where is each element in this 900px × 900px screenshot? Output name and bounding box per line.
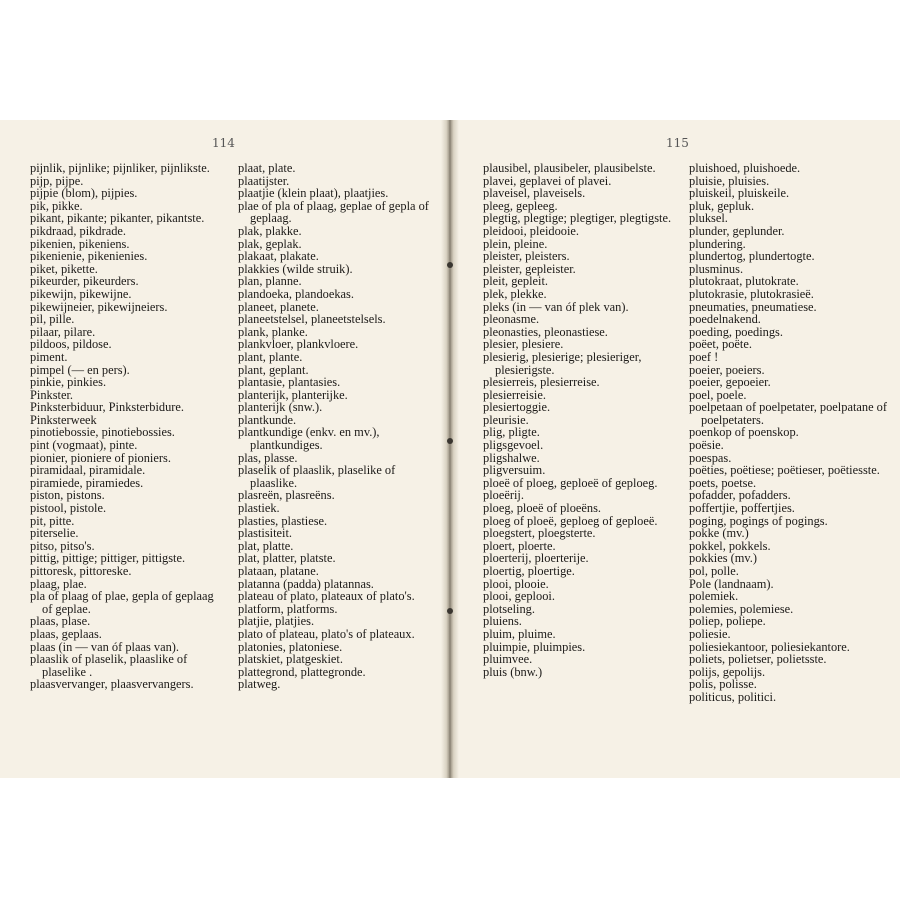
dictionary-entry: poets, poetse. <box>689 475 757 490</box>
dictionary-entry: pikewijn, pikewijne. <box>30 286 132 301</box>
dictionary-entry: poedelnakend. <box>689 312 761 327</box>
dictionary-entry: plaas, geplaas. <box>30 626 102 641</box>
dictionary-entry: poeier, gepoeier. <box>689 375 771 390</box>
dictionary-entry: politicus, politici. <box>689 689 777 704</box>
dictionary-entry: ploeërij. <box>483 488 524 503</box>
dictionary-entry: plat, platte. <box>238 538 294 553</box>
dictionary-entry: pistool, pistole. <box>30 501 107 516</box>
dictionary-entry: pleks (in — van óf plek van). <box>483 299 629 314</box>
dictionary-entry: pokkies (mv.) <box>689 551 758 566</box>
dictionary-entry: planterijk (snw.). <box>238 400 323 415</box>
dictionary-entry: pneumaties, pneumatiese. <box>689 299 817 314</box>
dictionary-entry: pitso, pitso's. <box>30 538 95 553</box>
dictionary-entry: plesier, plesiere. <box>483 337 564 352</box>
dictionary-entry: pint (vogmaat), pinte. <box>30 438 138 453</box>
dictionary-entry: plaas, plase. <box>30 614 91 629</box>
dictionary-entry: piket, pikette. <box>30 261 98 276</box>
dictionary-entry: pijp, pijpe. <box>30 173 84 188</box>
dictionary-entry: pikenienie, pikenienies. <box>30 249 148 264</box>
dictionary-entry: pil, pille. <box>30 312 75 327</box>
dictionary-entry: ploeg of ploeë, geploeg of geploeë. <box>483 513 658 528</box>
dictionary-entry: pijnlik, pijnlike; pijnliker, pijnlikste. <box>30 161 210 175</box>
dictionary-entry: plasties, plastiese. <box>238 513 328 528</box>
dictionary-entry: pinkie, pinkies. <box>30 375 107 390</box>
dictionary-entry: plein, pleine. <box>483 236 548 251</box>
dictionary-entry: plutokrasie, plutokrasieë. <box>689 286 814 301</box>
dictionary-entry: plank, planke. <box>238 324 308 339</box>
dictionary-entry: plutokraat, plutokrate. <box>689 274 799 289</box>
dictionary-entry: pimpel (— en pers). <box>30 362 130 377</box>
dictionary-entry: pleeg, gepleeg. <box>483 198 558 213</box>
dictionary-entry: pleister, pleisters. <box>483 249 570 264</box>
dictionary-entry: poelpetaan of poelpetater, poelpatane of poelpetaters. <box>689 400 888 427</box>
dictionary-entry: pleit, gepleit. <box>483 274 549 289</box>
dictionary-entry: pijpie (blom), pijpies. <box>30 186 138 201</box>
dictionary-entry: planeet, planete. <box>238 299 319 314</box>
dictionary-entry: plek, plekke. <box>483 286 547 301</box>
dictionary-entry: plae of pla of plaag, geplae of gepla of geplaag. <box>238 198 429 226</box>
dictionary-entry: ploeg, ploeë of ploeëns. <box>483 501 602 516</box>
dictionary-entry: pleonasme. <box>483 312 540 327</box>
dictionary-entry: plaas (in — van óf plaas van). <box>30 639 179 654</box>
dictionary-entry: platskiet, platgeskiet. <box>238 652 343 667</box>
dictionary-entry: plooi, geplooi. <box>483 589 555 604</box>
dictionary-entry: plastiek. <box>238 501 280 516</box>
dictionary-entry: poliets, polietser, polietsste. <box>689 652 827 667</box>
dictionary-entry: plausibel, plausibeler, plausibelste. <box>483 161 656 175</box>
dictionary-entry: pluk, gepluk. <box>689 198 755 213</box>
dictionary-entry: piment. <box>30 349 68 364</box>
dictionary-entry: polemies, polemiese. <box>689 601 794 616</box>
dictionary-entry: plotseling. <box>483 601 535 616</box>
dictionary-entry: plasreën, plasreëns. <box>238 488 335 503</box>
dictionary-entry: poffertjie, poffertjies. <box>689 501 795 516</box>
dictionary-entry: pikenien, pikeniens. <box>30 236 130 251</box>
dictionary-entry: Pole (landnaam). <box>689 576 774 591</box>
dictionary-entry: ploegstert, ploegsterte. <box>483 526 596 541</box>
dictionary-entry: polemiek. <box>689 589 739 604</box>
dictionary-entry: pikant, pikante; pikanter, pikantste. <box>30 211 205 226</box>
dictionary-entry: piterselie. <box>30 526 79 541</box>
dictionary-entry: plooi, plooie. <box>483 576 549 591</box>
dictionary-entry: poespas. <box>689 450 732 465</box>
dictionary-entry: platform, platforms. <box>238 601 338 616</box>
dictionary-entry: pluiskeil, pluiskeile. <box>689 186 790 201</box>
dictionary-entry: plig, pligte. <box>483 425 540 440</box>
dictionary-entry: pleonasties, pleonastiese. <box>483 324 608 339</box>
dictionary-entry: plesiertoggie. <box>483 400 551 415</box>
dictionary-entry: plant, geplant. <box>238 362 309 377</box>
dictionary-entry: pligversuim. <box>483 463 546 478</box>
dictionary-entry: poel, poele. <box>689 387 747 402</box>
page-left <box>0 120 447 778</box>
right-page-column-2 <box>689 162 895 704</box>
dictionary-entry: plantkunde. <box>238 412 297 427</box>
dictionary-entry: plaveisel, plaveisels. <box>483 186 586 201</box>
dictionary-entry: pla of plaag of plae, gepla of geplaag of geplae. <box>30 589 214 616</box>
dictionary-entry: pluisie, pluisies. <box>689 173 770 188</box>
dictionary-entry: plundertog, plundertogte. <box>689 249 815 264</box>
dictionary-entry: plantasie, plantasies. <box>238 375 341 390</box>
left-page-column-1 <box>30 162 226 691</box>
dictionary-entry: pokkel, pokkels. <box>689 538 771 553</box>
dictionary-entry: poeier, poeiers. <box>689 362 765 377</box>
dictionary-entry: plak, plakke. <box>238 223 302 238</box>
dictionary-entry: plaat, plate. <box>238 161 296 175</box>
dictionary-entry: pilaar, pilare. <box>30 324 96 339</box>
dictionary-entry: ploerterij, ploerterije. <box>483 551 589 566</box>
dictionary-entry: pligshalwe. <box>483 450 540 465</box>
dictionary-entry: plaselik of plaaslik, plaselike of plaaslike. <box>238 463 396 490</box>
dictionary-entry: plataan, platane. <box>238 564 319 578</box>
page-right <box>453 120 900 778</box>
dictionary-entry: pleister, gepleister. <box>483 261 576 276</box>
dictionary-entry: plantkundige (enkv. en mv.), plantkundiges. <box>238 425 380 453</box>
dictionary-entry: plusminus. <box>689 261 744 276</box>
dictionary-entry: polijs, gepolijs. <box>689 664 766 679</box>
dictionary-entry: platanna (padda) platannas. <box>238 576 374 591</box>
dictionary-entry: pionier, pioniere of pioniers. <box>30 450 171 465</box>
dictionary-entry: pittig, pittige; pittiger, pittigste. <box>30 551 186 566</box>
dictionary-entry: plandoeka, plandoekas. <box>238 286 354 301</box>
dictionary-entry: poëet, poëte. <box>689 337 752 352</box>
dictionary-entry: poliesie. <box>689 626 731 641</box>
dictionary-entry: pit, pitte. <box>30 513 75 528</box>
dictionary-entry: plegtig, plegtige; plegtiger, plegtigste. <box>483 211 672 226</box>
dictionary-entry: piramiede, piramiedes. <box>30 475 144 490</box>
dictionary-entry: pluiens. <box>483 614 522 629</box>
dictionary-entry: poging, pogings of pogings. <box>689 513 828 528</box>
dictionary-entry: pluishoed, pluishoede. <box>689 161 801 175</box>
dictionary-entry: plan, planne. <box>238 274 302 289</box>
book-spread <box>0 120 900 778</box>
dictionary-entry: plaatijster. <box>238 173 290 188</box>
dictionary-entry: plaasvervanger, plaasvervangers. <box>30 677 194 692</box>
dictionary-entry: polis, polisse. <box>689 677 757 692</box>
dictionary-entry: plak, geplak. <box>238 236 302 251</box>
dictionary-entry: pikewijneier, pikewijneiers. <box>30 299 168 314</box>
dictionary-entry: platweg. <box>238 677 281 692</box>
dictionary-entry: Pinksterbiduur, Pinksterbidure. <box>30 400 185 415</box>
dictionary-entry: plattegrond, plattegronde. <box>238 664 366 679</box>
dictionary-entry: planterijk, planterijke. <box>238 387 348 402</box>
dictionary-entry: platonies, platoniese. <box>238 639 343 654</box>
dictionary-entry: pluksel. <box>689 211 728 226</box>
right-page-column-1 <box>483 162 681 678</box>
dictionary-entry: pofadder, pofadders. <box>689 488 791 503</box>
dictionary-entry: pligsgevoel. <box>483 438 544 453</box>
dictionary-entry: plaag, plae. <box>30 576 87 591</box>
dictionary-entry: ploeë of ploeg, geploeë of geploeg. <box>483 475 658 490</box>
dictionary-entry: plaaslik of plaselik, plaaslike of plaselike . <box>30 652 188 679</box>
dictionary-entry: pluim, pluime. <box>483 626 556 641</box>
dictionary-entry: plavei, geplavei of plavei. <box>483 173 612 188</box>
dictionary-entry: ploertig, ploertige. <box>483 564 575 578</box>
dictionary-entry: platjie, platjies. <box>238 614 315 629</box>
dictionary-entry: plakkies (wilde struik). <box>238 261 353 276</box>
dictionary-entry: pol, polle. <box>689 564 739 578</box>
dictionary-entry: plundering. <box>689 236 746 251</box>
dictionary-entry: pluimpie, pluimpies. <box>483 639 586 654</box>
dictionary-entry: plaatjie (klein plaat), plaatjies. <box>238 186 389 201</box>
dictionary-entry: poliesiekantoor, poliesiekantore. <box>689 639 850 654</box>
page-number-left: 114 <box>212 136 235 150</box>
dictionary-entry: pikdraad, pikdrade. <box>30 223 126 238</box>
dictionary-entry: plesierreis, plesierreise. <box>483 375 600 390</box>
dictionary-entry: pik, pikke. <box>30 198 83 213</box>
dictionary-entry: plunder, geplunder. <box>689 223 785 238</box>
dictionary-entry: plastisiteit. <box>238 526 293 541</box>
dictionary-entry: ploert, ploerte. <box>483 538 556 553</box>
dictionary-entry: plateau of plato, plateaux of plato's. <box>238 589 415 604</box>
dictionary-entry: pittoresk, pittoreske. <box>30 564 132 578</box>
dictionary-entry: pokke (mv.) <box>689 526 749 541</box>
dictionary-entry: plato of plateau, plato's of plateaux. <box>238 626 415 641</box>
dictionary-entry: plesierreisie. <box>483 387 546 402</box>
dictionary-entry: poenkop of poenskop. <box>689 425 799 440</box>
dictionary-entry: poeding, poedings. <box>689 324 783 339</box>
dictionary-entry: poëties, poëtiese; poëtieser, poëtiesste. <box>689 463 880 478</box>
dictionary-entry: pinotiebossie, pinotiebossies. <box>30 425 175 440</box>
dictionary-entry: poef ! <box>689 349 719 364</box>
dictionary-entry: Pinksterweek <box>30 412 97 427</box>
dictionary-entry: pluimvee. <box>483 652 533 667</box>
dictionary-entry: planeetstelsel, planeetstelsels. <box>238 312 386 327</box>
dictionary-entry: piston, pistons. <box>30 488 105 503</box>
dictionary-entry: pikeurder, pikeurders. <box>30 274 139 289</box>
left-page-column-2 <box>238 162 438 691</box>
dictionary-entry: plesierig, plesierige; plesieriger, plesierigste. <box>483 349 642 377</box>
dictionary-entry: plas, plasse. <box>238 450 298 465</box>
dictionary-entry: plat, platter, platste. <box>238 551 336 566</box>
dictionary-entry: piramidaal, piramidale. <box>30 463 146 478</box>
dictionary-entry: pluis (bnw.) <box>483 664 543 679</box>
dictionary-entry: plankvloer, plankvloere. <box>238 337 359 352</box>
dictionary-entry: plant, plante. <box>238 349 303 364</box>
dictionary-entry: pleidooi, pleidooie. <box>483 223 580 238</box>
dictionary-entry: poliep, poliepe. <box>689 614 766 629</box>
dictionary-entry: Pinkster. <box>30 387 74 402</box>
page-number-right: 115 <box>666 136 689 150</box>
dictionary-entry: poësie. <box>689 438 724 453</box>
dictionary-entry: pleurisie. <box>483 412 529 427</box>
dictionary-entry: plakaat, plakate. <box>238 249 319 264</box>
dictionary-entry: pildoos, pildose. <box>30 337 112 352</box>
